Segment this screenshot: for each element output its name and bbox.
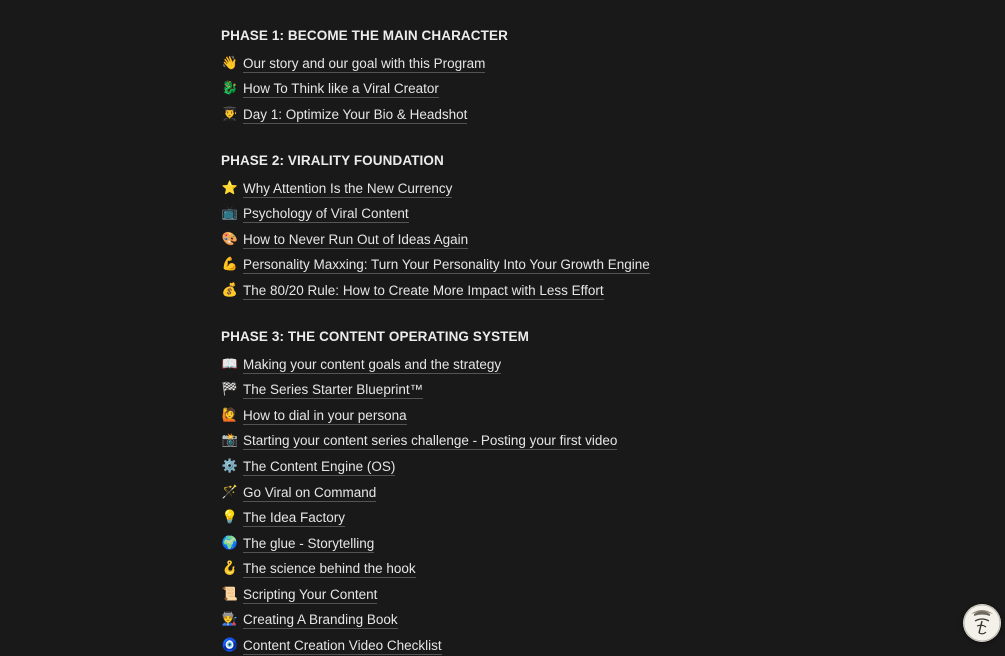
lesson-link[interactable] <box>221 633 781 656</box>
phase-section <box>221 327 781 656</box>
lesson-link-label[interactable]: Personality Maxxing: Turn Your Personality Into Your Growth Engine <box>243 257 650 273</box>
phase-section <box>221 26 781 128</box>
lesson-link-label[interactable]: Why Attention Is the New Currency <box>243 180 453 196</box>
eye-icon: 🧿 <box>221 638 239 654</box>
checkered-flag-icon: 🏁 <box>221 382 239 398</box>
phase-section <box>221 151 781 304</box>
worker-icon: 👨‍🏭 <box>221 612 239 628</box>
magic-wand-icon: 🪄 <box>221 484 239 500</box>
globe-icon: 🌍 <box>221 535 239 551</box>
lesson-link[interactable] <box>221 582 781 608</box>
lesson-link[interactable] <box>221 557 781 583</box>
lesson-link-label[interactable]: How to Never Run Out of Ideas Again <box>243 231 469 247</box>
lesson-link-label[interactable]: How to dial in your persona <box>243 407 407 423</box>
lesson-link-label[interactable]: Starting your content series challenge - Posting your first video <box>243 433 618 449</box>
light-bulb-icon: 💡 <box>221 510 239 526</box>
lesson-link[interactable] <box>221 480 781 506</box>
waving-hand-icon: 👋 <box>221 55 239 71</box>
course-outline <box>221 26 781 656</box>
lesson-link[interactable] <box>221 403 781 429</box>
lesson-link-label[interactable]: Our story and our goal with this Program <box>243 55 486 71</box>
gear-icon: ⚙️ <box>221 458 239 474</box>
lesson-link-label[interactable]: Making your content goals and the strategy <box>243 356 502 372</box>
lesson-link[interactable] <box>221 505 781 531</box>
dragon-icon: 🐉 <box>221 81 239 97</box>
lesson-link[interactable] <box>221 429 781 455</box>
lesson-link-label[interactable]: The Content Engine (OS) <box>243 458 396 474</box>
open-book-icon: 📖 <box>221 356 239 372</box>
flexed-bicep-icon: 💪 <box>221 257 239 273</box>
lesson-link[interactable] <box>221 176 781 202</box>
lesson-link[interactable] <box>221 51 781 77</box>
lesson-link-label[interactable]: The glue - Storytelling <box>243 535 375 551</box>
hook-icon: 🪝 <box>221 561 239 577</box>
student-icon: 👨‍🎓 <box>221 106 239 122</box>
phase-heading: PHASE 2: VIRALITY FOUNDATION <box>221 152 444 168</box>
lesson-link[interactable] <box>221 253 781 279</box>
lesson-link[interactable] <box>221 377 781 403</box>
lesson-link[interactable] <box>221 531 781 557</box>
lesson-link-label[interactable]: Day 1: Optimize Your Bio & Headshot <box>243 106 468 122</box>
phase-heading: PHASE 1: BECOME THE MAIN CHARACTER <box>221 28 508 43</box>
lesson-link[interactable] <box>221 608 781 634</box>
lesson-link[interactable] <box>221 278 781 304</box>
help-avatar-button[interactable] <box>963 604 1001 642</box>
notion-help-avatar-icon <box>963 604 1001 642</box>
lesson-link[interactable] <box>221 352 781 378</box>
television-icon: 📺 <box>221 206 239 222</box>
lesson-link-label[interactable]: Scripting Your Content <box>243 586 378 602</box>
phase-heading: PHASE 3: THE CONTENT OPERATING SYSTEM <box>221 328 529 344</box>
lesson-link-label[interactable]: The Idea Factory <box>243 510 346 526</box>
lesson-link-label[interactable]: Creating A Branding Book <box>243 612 398 628</box>
lesson-link-label[interactable]: The Series Starter Blueprint™ <box>243 382 424 398</box>
lesson-link[interactable] <box>221 454 781 480</box>
money-bag-icon: 💰 <box>221 282 239 298</box>
scroll-icon: 📜 <box>221 586 239 602</box>
lesson-link-label[interactable]: Content Creation Video Checklist <box>243 638 442 654</box>
lesson-link-label[interactable]: The 80/20 Rule: How to Create More Impact with Less Effort <box>243 282 604 298</box>
star-icon: ⭐ <box>221 180 239 196</box>
lesson-link[interactable] <box>221 227 781 253</box>
lesson-link-label[interactable]: How To Think like a Viral Creator <box>243 81 439 97</box>
lesson-link-label[interactable]: Psychology of Viral Content <box>243 206 409 222</box>
lesson-link-label[interactable]: Go Viral on Command <box>243 484 377 500</box>
lesson-link[interactable] <box>221 77 781 103</box>
raising-hand-icon: 🙋 <box>221 407 239 423</box>
palette-icon: 🎨 <box>221 231 239 247</box>
lesson-link-label[interactable]: The science behind the hook <box>243 561 416 577</box>
lesson-link[interactable] <box>221 102 781 128</box>
lesson-link[interactable] <box>221 201 781 227</box>
camera-icon: 📸 <box>221 433 239 449</box>
